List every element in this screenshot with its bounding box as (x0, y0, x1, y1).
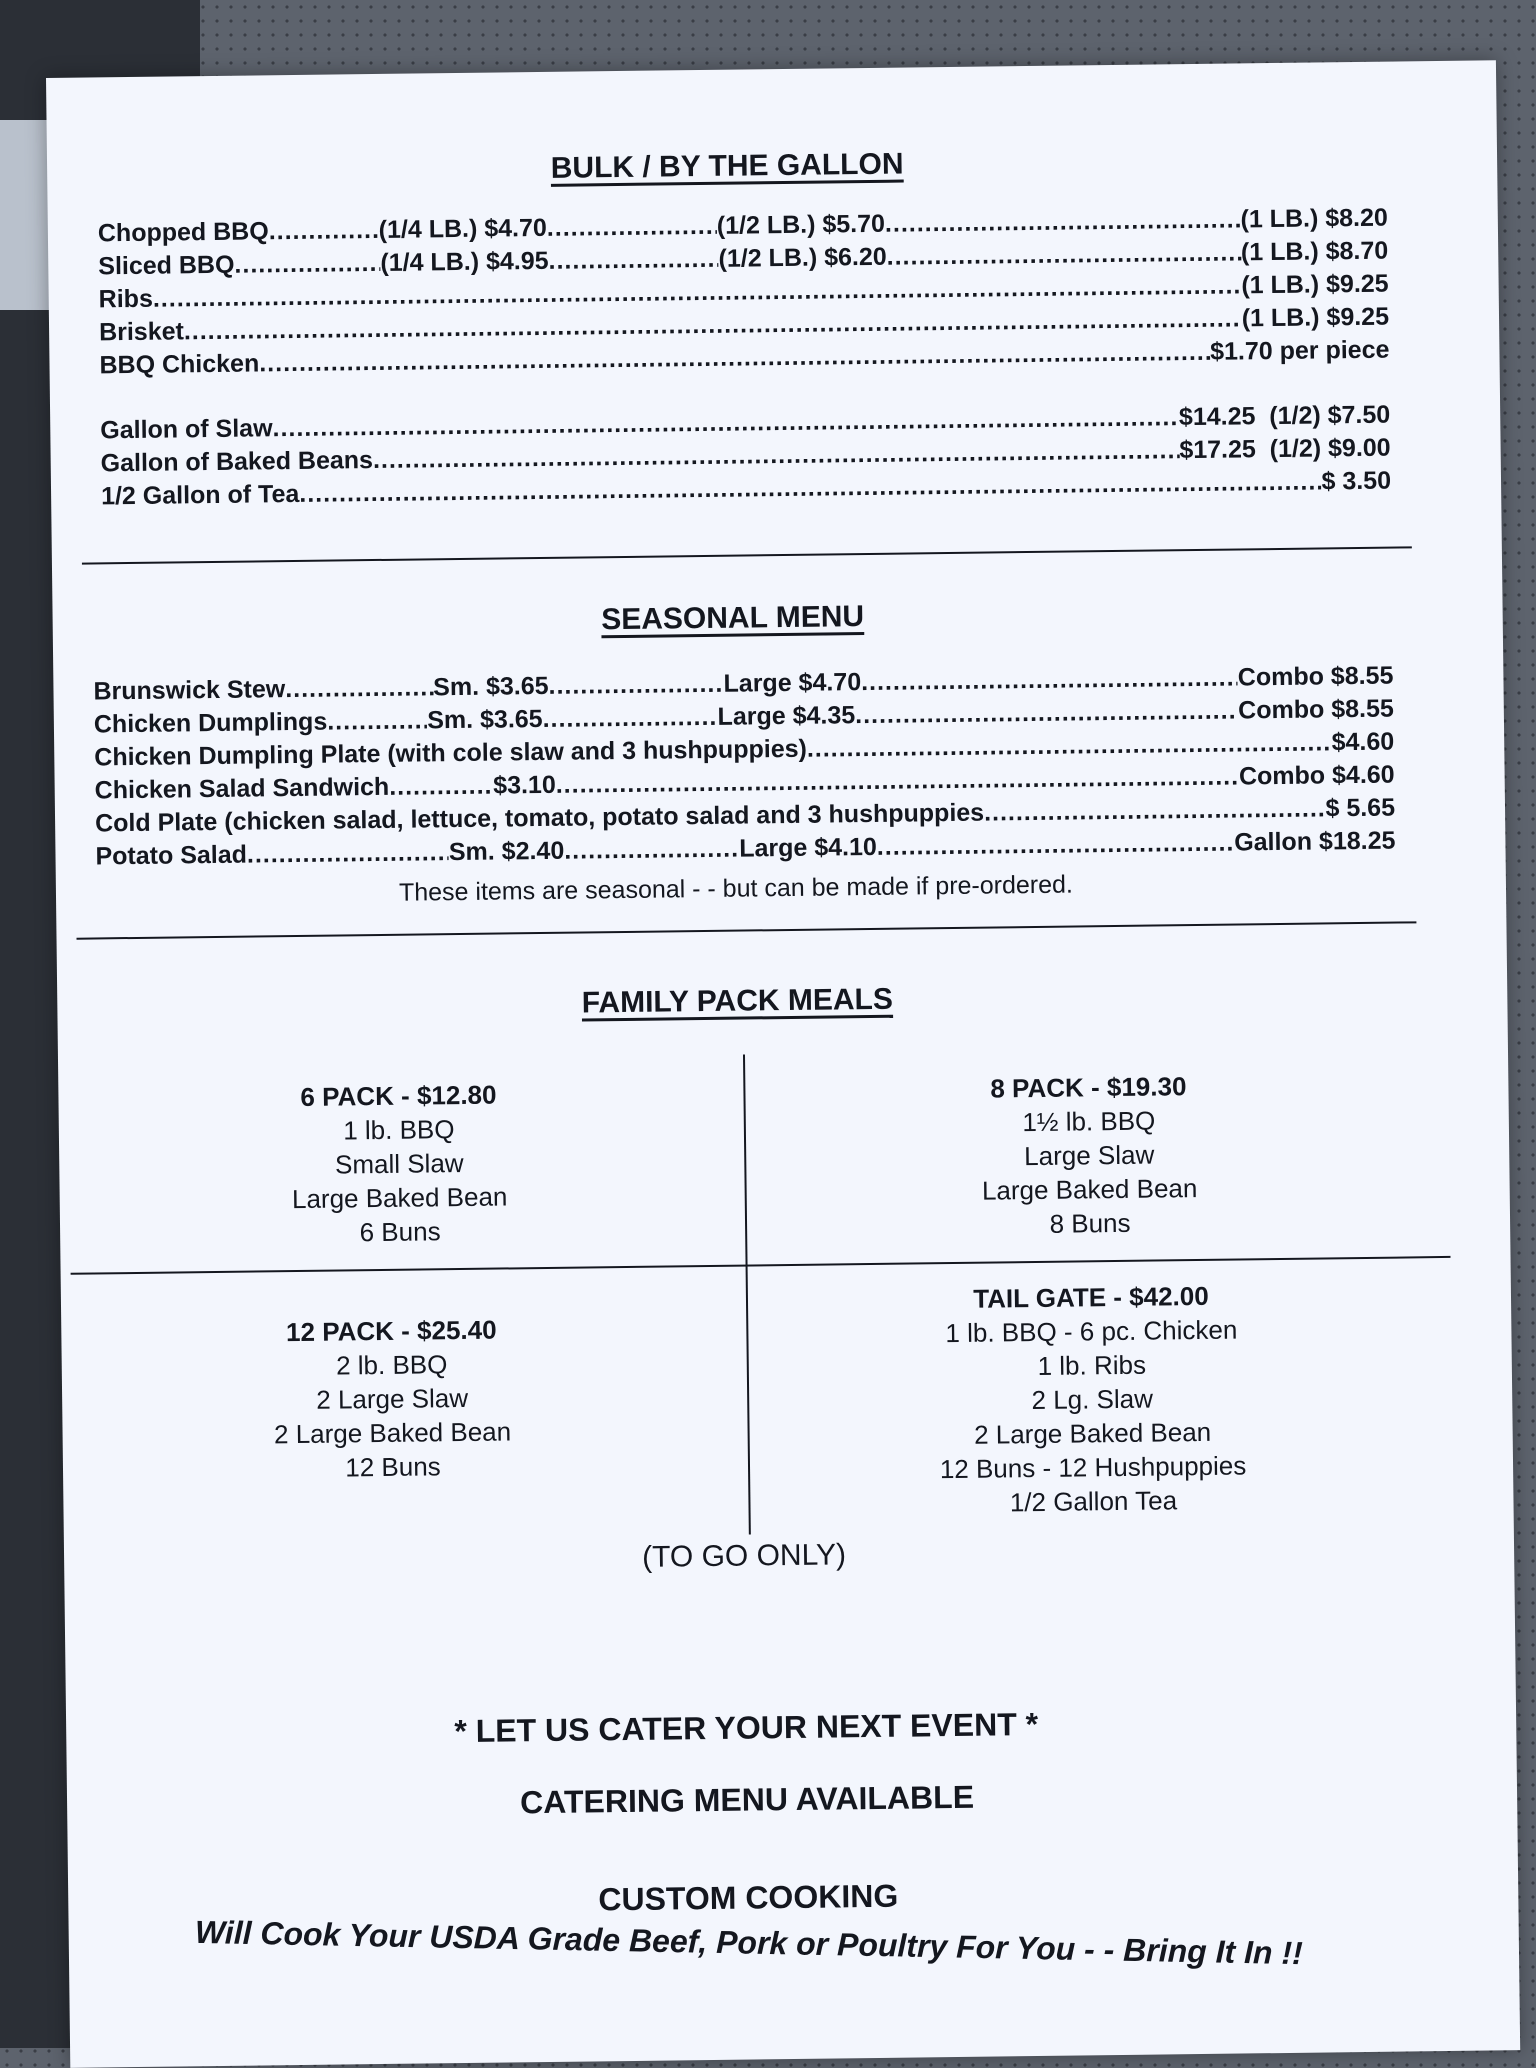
family-section-title: FAMILY PACK MEALS (581, 982, 894, 1020)
dot-leader (548, 243, 718, 278)
seasonal-note: These items are seasonal - - but can be made if pre-ordered. (398, 870, 1074, 907)
dot-leader (984, 792, 1326, 829)
bulk-rows (98, 202, 1392, 514)
combo-price: Combo $4.60 (1238, 760, 1395, 791)
dot-leader (542, 701, 717, 736)
item-label: BBQ Chicken (99, 349, 260, 380)
item-price: (1 LB.) $9.25 (1241, 302, 1390, 333)
custom-cooking-title: CUSTOM COOKING (598, 1877, 899, 1918)
to-go-only-note: (TO GO ONLY) (641, 1538, 847, 1574)
combo-price: Combo $8.55 (1238, 694, 1394, 725)
pack-item: 2 Large Baked Bean (273, 1416, 512, 1450)
pack-item: Large Baked Bean (981, 1173, 1198, 1206)
item-label: Sliced BBQ (98, 250, 235, 281)
large-price: Large $4.70 (723, 668, 862, 698)
item-price: $4.60 (1331, 727, 1395, 757)
half-pound-price: (1/2 LB.) $5.70 (716, 209, 886, 240)
item-label: Ribs (98, 284, 154, 314)
quarter-pound-price: (1/4 LB.) $4.70 (378, 213, 548, 244)
item-price: $14.25 (1/2) $7.50 (1178, 400, 1391, 432)
section-divider (82, 546, 1412, 564)
dot-leader (548, 668, 723, 703)
pack-title: 12 PACK - $25.40 (285, 1314, 497, 1348)
item-price: $ 5.65 (1325, 793, 1396, 823)
bulk-section-title: BULK / BY THE GALLON (550, 147, 904, 185)
item-label: Gallon of Baked Beans (100, 446, 374, 478)
dot-leader (269, 214, 379, 248)
catering-menu-available: CATERING MENU AVAILABLE (519, 1778, 975, 1821)
item-label: Gallon of Slaw (100, 414, 273, 445)
pack-item: Small Slaw (334, 1147, 464, 1180)
grid-horizontal-line (71, 1256, 1451, 1275)
grid-vertical-line (743, 1055, 751, 1535)
pack-title: TAIL GATE - $42.00 (973, 1280, 1209, 1314)
pack-item: 12 Buns (345, 1451, 441, 1483)
dot-leader (877, 827, 1235, 864)
pack-item: 12 Buns - 12 Hushpuppies (939, 1450, 1247, 1485)
quarter-pound-price: (1/4 LB.) $4.95 (380, 246, 549, 277)
dot-leader (564, 833, 739, 868)
item-label: Potato Salad (95, 840, 248, 871)
item-price: (1 LB.) $9.25 (1241, 269, 1389, 300)
small-price: Sm. $2.40 (448, 836, 565, 867)
dot-leader (861, 661, 1238, 699)
seasonal-section-title: SEASONAL MENU (601, 600, 865, 637)
item-label: Cold Plate (chicken salad, lettuce, tomato, potato salad and 3 hushpuppies (94, 798, 985, 838)
pack-item: Large Slaw (1024, 1139, 1155, 1172)
pack-item: 2 Large Baked Bean (973, 1416, 1212, 1450)
seasonal-rows (93, 660, 1395, 874)
dot-leader (234, 247, 380, 282)
pack-item: 1 lb. Ribs (1037, 1349, 1147, 1381)
single-price: $3.10 (493, 770, 556, 800)
pack-item: 8 Buns (1049, 1207, 1131, 1239)
item-label: 1/2 Gallon of Tea (100, 479, 300, 511)
pack-item: 6 Buns (359, 1216, 441, 1248)
custom-cooking-text: Will Cook Your USDA Grade Beef, Pork or Poultry For You - - Bring It In !! (194, 1913, 1304, 1972)
combo-price: Combo $8.55 (1237, 661, 1394, 692)
dot-leader (855, 694, 1238, 732)
item-label: Chicken Salad Sandwich (94, 772, 390, 805)
gallon-price: Gallon $18.25 (1234, 826, 1396, 857)
cater-event-banner: * LET US CATER YOUR NEXT EVENT * (454, 1706, 1039, 1750)
item-price: $1.70 per piece (1209, 335, 1390, 366)
item-label: Brisket (98, 317, 185, 347)
pack-12 (191, 1311, 593, 1486)
large-price: Large $4.35 (717, 701, 856, 731)
small-price: Sm. $3.65 (427, 704, 543, 735)
pack-item: 1 lb. BBQ - 6 pc. Chicken (945, 1314, 1238, 1349)
pack-tail-gate (851, 1277, 1334, 1521)
pack-item: 1 lb. BBQ (343, 1114, 455, 1146)
dot-leader (886, 236, 1241, 273)
item-label: Chicken Dumpling Plate (with cole slaw and 3 hushpuppies) (94, 734, 808, 772)
pack-title: 6 PACK - $12.80 (300, 1079, 497, 1112)
pack-item: 1/2 Gallon Tea (1009, 1485, 1178, 1518)
pound-price: (1 LB.) $8.20 (1240, 203, 1388, 234)
pack-item: 2 Lg. Slaw (1031, 1383, 1154, 1416)
pack-item: 1½ lb. BBQ (1022, 1105, 1156, 1138)
dot-leader (389, 770, 493, 804)
item-price: $ 3.50 (1321, 466, 1392, 496)
pack-title: 8 PACK - $19.30 (990, 1071, 1187, 1104)
item-label: Brunswick Stew (93, 675, 286, 706)
dot-leader (327, 704, 427, 738)
dot-leader (885, 203, 1241, 240)
dot-leader (247, 836, 449, 871)
pack-item: 2 lb. BBQ (335, 1349, 448, 1381)
item-label: Chicken Dumplings (93, 707, 328, 739)
dot-leader (547, 210, 717, 245)
pack-item: Large Baked Bean (291, 1181, 508, 1215)
large-price: Large $4.10 (739, 832, 878, 863)
pack-6 (208, 1076, 590, 1251)
section-divider (77, 921, 1417, 939)
dot-leader (285, 671, 433, 706)
pack-8 (878, 1068, 1300, 1243)
item-price: $17.25 (1/2) $9.00 (1179, 433, 1391, 465)
half-pound-price: (1/2 LB.) $6.20 (718, 242, 887, 273)
menu-sheet (46, 60, 1520, 2068)
pound-price: (1 LB.) $8.70 (1240, 236, 1389, 267)
small-price: Sm. $3.65 (433, 671, 549, 702)
item-label: Chopped BBQ (97, 217, 269, 248)
pack-item: 2 Large Slaw (316, 1382, 469, 1415)
